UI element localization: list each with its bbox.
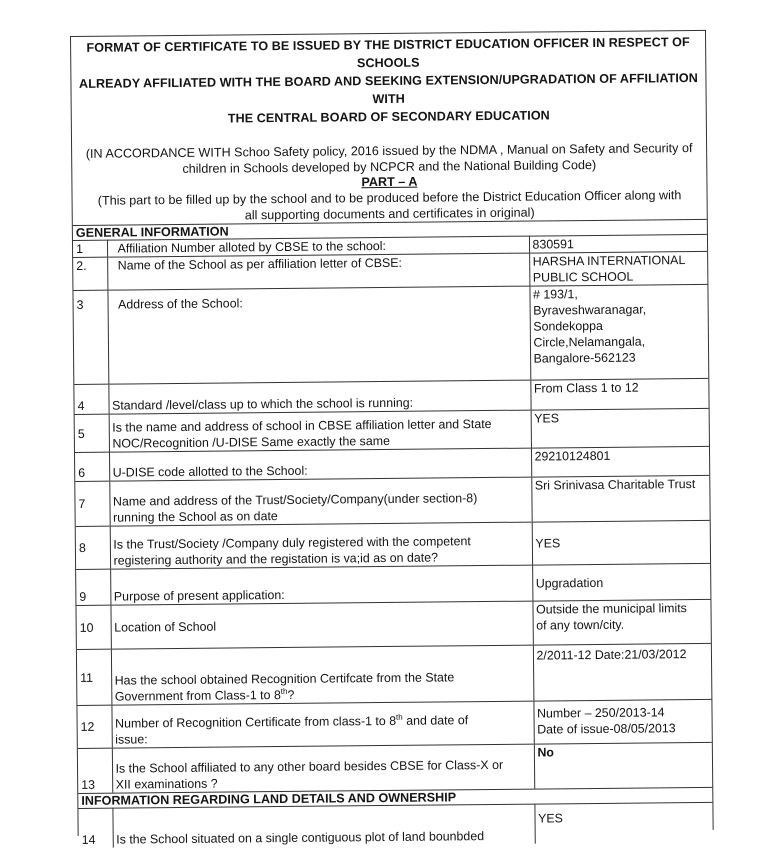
superscript: th bbox=[280, 686, 288, 696]
row-question: Name of the School as per affiliation letter of CBSE: bbox=[107, 253, 529, 290]
row-question bbox=[109, 477, 531, 526]
question-text: Number of Recognition Certificate from class-1 to 8 bbox=[115, 713, 397, 731]
row-answer bbox=[533, 699, 711, 744]
table-row bbox=[78, 802, 712, 848]
row-number: 12 bbox=[77, 705, 111, 748]
question-line: Is the name and address of school in CBSE affiliation letter and State bbox=[112, 416, 492, 435]
row-question bbox=[109, 410, 531, 452]
row-answer: Upgradation bbox=[532, 563, 710, 601]
row-number: 14 bbox=[78, 808, 112, 848]
answer-line: of any town/city. bbox=[536, 617, 625, 633]
row-question bbox=[110, 522, 532, 569]
row-answer: 830591 bbox=[529, 234, 707, 253]
row-answer: No bbox=[534, 742, 712, 788]
answer-line: # 193/1, bbox=[532, 287, 578, 302]
row-number: 7 bbox=[75, 481, 109, 526]
question-line: running the School as on date bbox=[113, 509, 278, 525]
table-row bbox=[77, 643, 712, 705]
row-question: Location of School bbox=[110, 601, 532, 649]
table-row bbox=[76, 599, 710, 649]
answer-line: Date of issue-08/05/2013 bbox=[537, 721, 676, 737]
instruction-line-1: (This part to be filled up by the school and to be produced before the District Education Officer along with bbox=[97, 188, 682, 208]
accordance-line-2: children in Schools developed by NCPCR and the National Building Code) bbox=[182, 157, 597, 176]
row-number: 6 bbox=[75, 452, 109, 481]
row-answer: YES bbox=[534, 802, 712, 844]
row-question: Affiliation Number alloted by CBSE to the school: bbox=[107, 236, 529, 257]
question-line: NOC/Recognition /U-DISE Same exactly the same bbox=[112, 433, 391, 451]
superscript: th bbox=[395, 712, 403, 722]
row-answer: 2/2011-12 Date:21/03/2012 bbox=[533, 643, 712, 701]
row-number: 8 bbox=[76, 526, 110, 569]
row-question bbox=[111, 645, 534, 705]
question-line: registering authority and the registation is va;id as on date? bbox=[113, 550, 439, 568]
row-number: 13 bbox=[78, 748, 112, 792]
accordance-line-1: (IN ACCORDANCE WITH Schoo Safety policy, 2016 issued by the NDMA , Manual on Safety and Security of bbox=[85, 141, 693, 161]
heading-line-3: THE CENTRAL BOARD OF SECONDARY EDUCATION bbox=[227, 108, 550, 126]
section-land-details: INFORMATION REGARDING LAND DETAILS AND OWNERSHIP bbox=[78, 786, 712, 807]
question-line: XII examinations ? bbox=[115, 776, 218, 792]
row-answer: 29210124801 bbox=[531, 446, 709, 477]
general-info-table bbox=[73, 234, 712, 793]
row-answer: From Class 1 to 12 bbox=[530, 378, 708, 410]
table-row bbox=[78, 742, 712, 792]
row-question: U-DISE code allotted to the School: bbox=[109, 448, 531, 481]
answer-line: PUBLIC SCHOOL bbox=[532, 269, 634, 285]
answer-line: HARSHA INTERNATIONAL bbox=[532, 253, 686, 269]
question-line: Is the School affiliated to any other board besides CBSE for Class-X or bbox=[115, 757, 504, 776]
answer-line: Bangalore-562123 bbox=[533, 350, 636, 366]
certificate-form bbox=[70, 30, 714, 847]
row-number: 2. bbox=[73, 257, 107, 290]
row-answer bbox=[529, 284, 708, 380]
table-row bbox=[73, 284, 708, 384]
row-number: 10 bbox=[76, 605, 110, 649]
answer-line: Number – 250/2013-14 bbox=[536, 705, 665, 721]
row-question: Is the School situated on a single contiguous plot of land bounbded bbox=[112, 804, 534, 848]
row-question: Purpose of present application: bbox=[110, 565, 532, 605]
table-row bbox=[77, 699, 711, 748]
land-info-table bbox=[78, 801, 712, 848]
row-question bbox=[112, 744, 534, 792]
row-number: 1 bbox=[73, 240, 107, 257]
row-question: Standard /level/class up to which the school is running: bbox=[108, 380, 530, 414]
section-general-information: GENERAL INFORMATION bbox=[73, 219, 707, 240]
heading-line-2: ALREADY AFFILIATED WITH THE BOARD AND SEEKING EXTENSION/UPGRADATION OF AFFILIATION WITH bbox=[78, 70, 698, 107]
row-answer: YES bbox=[531, 408, 709, 448]
table-row bbox=[76, 520, 710, 569]
row-answer: YES bbox=[532, 520, 710, 565]
question-line: Name and address of the Trust/Society/Company(under section-8) bbox=[112, 491, 478, 509]
table-row bbox=[75, 475, 709, 526]
row-question: Address of the School: bbox=[107, 286, 530, 384]
instruction-line-2: all supporting documents and certificates in original) bbox=[244, 205, 535, 223]
question-line: Is the Trust/Society /Company duly registered with the competent bbox=[113, 534, 471, 552]
row-number: 5 bbox=[75, 414, 109, 452]
answer-line: Outside the municipal limits bbox=[535, 601, 687, 617]
row-number: 11 bbox=[77, 649, 112, 705]
question-text: Government from Class-1 to 8 bbox=[114, 688, 281, 704]
row-answer: Sri Srinivasa Charitable Trust bbox=[531, 475, 709, 522]
row-number: 4 bbox=[74, 384, 108, 414]
question-tail: and date of bbox=[402, 713, 469, 728]
row-answer bbox=[529, 251, 707, 286]
row-answer bbox=[532, 599, 710, 645]
question-tail: ? bbox=[287, 687, 295, 702]
row-number: 9 bbox=[76, 569, 110, 605]
heading-line-1: FORMAT OF CERTIFICATE TO BE ISSUED BY THE DISTRICT EDUCATION OFFICER IN RESPECT OF SCHOOLS bbox=[86, 35, 690, 71]
answer-line: Sondekoppa bbox=[533, 318, 603, 334]
answer-line: Circle,Nelamangala, bbox=[533, 334, 646, 350]
table-row bbox=[75, 408, 709, 452]
table-row bbox=[76, 563, 710, 605]
question-line: issue: bbox=[115, 732, 148, 747]
table-row bbox=[73, 251, 707, 290]
row-question bbox=[111, 701, 533, 748]
row-number: 3 bbox=[73, 290, 108, 384]
form-heading bbox=[71, 31, 706, 129]
part-title: PART – A bbox=[361, 174, 418, 190]
answer-line: Byraveshwaranagar, bbox=[533, 302, 647, 318]
question-line: Has the school obtained Recognition Certifcate from the State bbox=[114, 670, 455, 688]
